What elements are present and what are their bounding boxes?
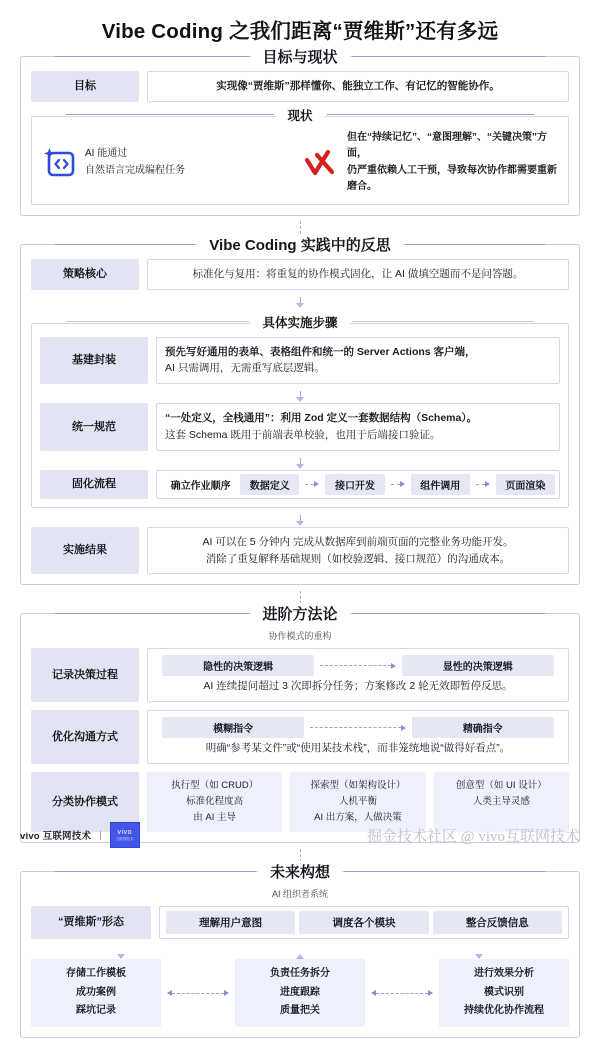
future-line-3: 持续优化协作流程 [464, 1005, 544, 1017]
transition-chips [156, 655, 560, 678]
future-card [235, 959, 365, 1027]
goal-text: 实现像“贾维斯”那样懂你、能独立工作、有记忆的智能协作。 [216, 80, 500, 92]
connector-dash [300, 591, 301, 604]
goal-panel [147, 71, 569, 102]
transition-to-chip: 显性的决策逻辑 [402, 655, 554, 676]
jarvis-tag: “贾维斯”形态 [31, 906, 151, 939]
flow-arrow [299, 481, 325, 487]
bidirectional-arrow [161, 990, 235, 996]
future-line-1: 负责任务拆分 [270, 968, 330, 980]
flow-arrow [385, 481, 411, 487]
mode-line-1: 执行型（如 CRUD） [171, 779, 259, 791]
methodology-desc: 明确“参考某文件”或“使用某技术栈”，而非笼统地说“做得好看点”。 [205, 742, 511, 755]
connector-arrowhead [296, 303, 304, 308]
footer-divider: | [99, 829, 102, 841]
arrow-head [485, 481, 490, 487]
flow-arrow [470, 481, 496, 487]
arrow-dash [476, 484, 485, 485]
tag-line-1: 记录 [52, 668, 74, 681]
connector-arrowhead [294, 234, 306, 242]
step-tag: 统一规范 [40, 403, 148, 451]
rule-right [352, 56, 546, 57]
result-tag: 实施结果 [31, 527, 139, 575]
connector-arrowhead [294, 604, 306, 612]
result-row [31, 527, 569, 575]
step-tag: 基建封装 [40, 337, 148, 385]
flow-chips [161, 474, 555, 495]
result-line-2: 消除了重复解释基础规则（如校验逻辑、接口规范）的沟通成本。 [205, 552, 511, 565]
negative-line-2: 仍严重依赖人工干预，导致每次协作都需要重新磨合。 [347, 164, 557, 193]
flow-panel [156, 470, 560, 499]
arrow-dash [305, 484, 314, 485]
transition-chips [156, 717, 560, 740]
bidirectional-arrow [365, 990, 439, 996]
goal-tag: 目标 [31, 71, 139, 102]
rule-right [327, 114, 535, 115]
status-positive [38, 146, 300, 179]
jarvis-chip: 整合反馈信息 [433, 911, 562, 934]
connector-arrow-steps-to-result [31, 514, 569, 527]
transition-from-chip: 模糊指令 [162, 717, 304, 738]
footer [20, 822, 580, 848]
flow-chip: 数据定义 [240, 474, 299, 495]
future-arrow-down-right [390, 945, 569, 959]
section-reflection [20, 236, 580, 586]
arrow-dash [310, 727, 400, 728]
subsection-header [32, 313, 568, 331]
future-line-2: 成功案例 [76, 986, 116, 998]
flow-chip-start: 确立作业顺序 [161, 474, 240, 495]
future-line-2: 模式识别 [484, 986, 524, 998]
section-subtitle: AI 组织者系统 [271, 889, 328, 900]
step-row-1 [40, 337, 560, 385]
section-future [20, 864, 580, 1038]
section-goal-and-status [20, 49, 580, 216]
arrow-head [391, 663, 396, 669]
connector-arrow-1 [20, 220, 580, 244]
core-tag: 策略核心 [31, 259, 139, 290]
connector-dash [300, 221, 301, 234]
connector-arrow-2 [20, 589, 580, 613]
mode-line-2: 人机平衡 [338, 796, 377, 808]
jarvis-chips [166, 911, 562, 934]
future-line-1: 进行效果分析 [474, 968, 534, 980]
section-methodology [20, 606, 580, 843]
arrow-head [400, 481, 405, 487]
core-text: 标准化与复用：将重复的协作模式固化，让 AI 做填空题而不是问答题。 [192, 267, 524, 280]
rule-right [344, 871, 545, 872]
vivo-logo [110, 822, 140, 848]
subsection-title: 具体实施步骤 [251, 313, 350, 331]
rule-right [352, 321, 535, 322]
transition-from-chip: 隐性的决策逻辑 [162, 655, 314, 676]
arrow-head [314, 481, 319, 487]
future-card [439, 959, 569, 1027]
future-arrow-down-left [31, 945, 210, 959]
arrow-dash [320, 665, 390, 666]
methodology-panel [147, 648, 569, 702]
rule-left [55, 613, 249, 614]
future-line-3: 踩坑记录 [76, 1005, 116, 1017]
mode-line-2: 人类主导灵感 [472, 796, 530, 808]
rule-left [55, 871, 256, 872]
tag-line-2: 协作模式 [74, 795, 118, 808]
section-title: 目标与现状 [251, 46, 350, 67]
connector-arrow-step-1-2 [40, 390, 560, 403]
jarvis-row [31, 906, 569, 939]
status-box [31, 108, 569, 205]
subsection-steps [31, 315, 569, 508]
jarvis-panel-wrap [159, 906, 569, 939]
methodology-desc: AI 连续提问超过 3 次即拆分任务；方案修改 2 轮无效即暂停反思。 [203, 680, 513, 693]
flow-row [40, 470, 560, 499]
connector-arrowhead [296, 397, 304, 402]
mode-line-1: 探索型（如架构设计） [310, 779, 406, 791]
future-arrow-up-center [210, 945, 389, 959]
rule-left [55, 56, 249, 57]
step-row-2 [40, 403, 560, 451]
jarvis-chip: 调度各个模块 [299, 911, 428, 934]
step-line-2: AI 只需调用，无需重写底层逻辑。 [165, 362, 325, 375]
page-title: Vibe Coding 之我们距离“贾维斯”还有多远 [101, 20, 499, 43]
result-line-1: AI 可以在 5 分钟内 完成从数据库到前端页面的完整业务功能开发。 [202, 535, 514, 548]
methodology-row-2 [31, 710, 569, 764]
step-panel [156, 337, 560, 385]
positive-line-2: 自然语言完成编程任务 [85, 164, 185, 176]
tag-line-1: 优化 [52, 730, 74, 743]
arrow-dash [391, 484, 400, 485]
jarvis-chip: 理解用户意图 [166, 911, 295, 934]
mode-line-1: 创意型（如 UI 设计） [455, 779, 547, 791]
future-card [31, 959, 161, 1027]
status-negative-text [347, 130, 558, 196]
transition-arrow [304, 725, 411, 731]
arrow-head-right [428, 990, 433, 996]
result-panel [147, 527, 569, 575]
rule-left [66, 321, 249, 322]
flow-tag: 固化流程 [40, 470, 148, 499]
flow-chip: 接口开发 [325, 474, 384, 495]
connector-arrow-core-to-steps [31, 296, 569, 309]
core-row [31, 259, 569, 290]
connector-arrowhead [294, 862, 306, 870]
rule-left [66, 114, 274, 115]
step-line-2: 这套 Schema 既用于前端表单校验，也用于后端接口验证。 [165, 428, 441, 441]
connector-arrowhead [296, 521, 304, 526]
watermark: 掘金技术社区 @ vivo互联网技术 [367, 828, 580, 845]
vivo-logo-text: vivo [117, 828, 132, 836]
mode-line-3: 由 AI 主导 [193, 812, 237, 824]
transition-to-chip: 精确指令 [412, 717, 554, 738]
future-arrows [31, 945, 569, 959]
arrow-head-right [224, 990, 229, 996]
tag-line-2: 决策过程 [74, 668, 118, 681]
future-line-2: 进度跟踪 [280, 986, 320, 998]
step-line-1: 预先写好通用的表单、表格组件和统一的 Server Actions 客户端， [165, 345, 476, 358]
section-title: 未来构想 [258, 861, 342, 882]
section-subtitle: 协作模式的重构 [268, 631, 332, 642]
methodology-tag [31, 648, 139, 702]
positive-line-1: AI 能通过 [85, 148, 128, 160]
transition-arrow [314, 663, 401, 669]
mode-line-3: AI 出方案，人做决策 [314, 812, 402, 824]
future-connector-left [161, 959, 235, 1027]
future-line-3: 质量把关 [280, 1005, 320, 1017]
connector-arrow-3 [20, 847, 580, 871]
rule-right [352, 613, 546, 614]
rule-left [55, 244, 195, 245]
flow-chip: 页面渲染 [496, 474, 555, 495]
section-title: Vibe Coding 实践中的反思 [197, 234, 402, 255]
tag-line-1: 分类 [52, 795, 74, 808]
flow-chip: 组件调用 [411, 474, 470, 495]
tag-line-2: 沟通方式 [74, 730, 118, 743]
connector-arrow-step-2-flow [40, 457, 560, 470]
connector-dash [300, 849, 301, 862]
negative-line-1: 但在“持续记忆”、“意图理解”、“关键决策”方面， [347, 131, 547, 160]
goal-row [31, 71, 569, 102]
connector-arrowhead [296, 464, 304, 469]
status-header [32, 106, 568, 124]
methodology-row-1 [31, 648, 569, 702]
footer-brand: vivo 互联网技术 [20, 831, 92, 842]
methodology-tag [31, 710, 139, 764]
status-title: 现状 [276, 106, 325, 124]
status-positive-text [85, 146, 185, 179]
core-panel [147, 259, 569, 290]
arrow-head [401, 725, 406, 731]
rule-right [405, 244, 545, 245]
step-line-1: “一处定义，全栈通用”：利用 Zod 定义一套数据结构（Schema）。 [165, 412, 478, 425]
future-connector-right [365, 959, 439, 1027]
arrow-dash [172, 993, 224, 994]
status-negative [300, 130, 562, 196]
arrow-dash [376, 993, 428, 994]
section-title: 进阶方法论 [251, 603, 350, 624]
vivo-logo-subtext: 互联网技术 [115, 837, 134, 842]
code-sparkle-icon [42, 147, 76, 179]
methodology-panel [147, 710, 569, 764]
future-cards [31, 959, 569, 1027]
future-line-1: 存储工作模板 [66, 968, 126, 980]
step-panel [156, 403, 560, 451]
mode-line-2: 标准化程度高 [186, 796, 244, 808]
red-cross-icon [304, 148, 338, 178]
